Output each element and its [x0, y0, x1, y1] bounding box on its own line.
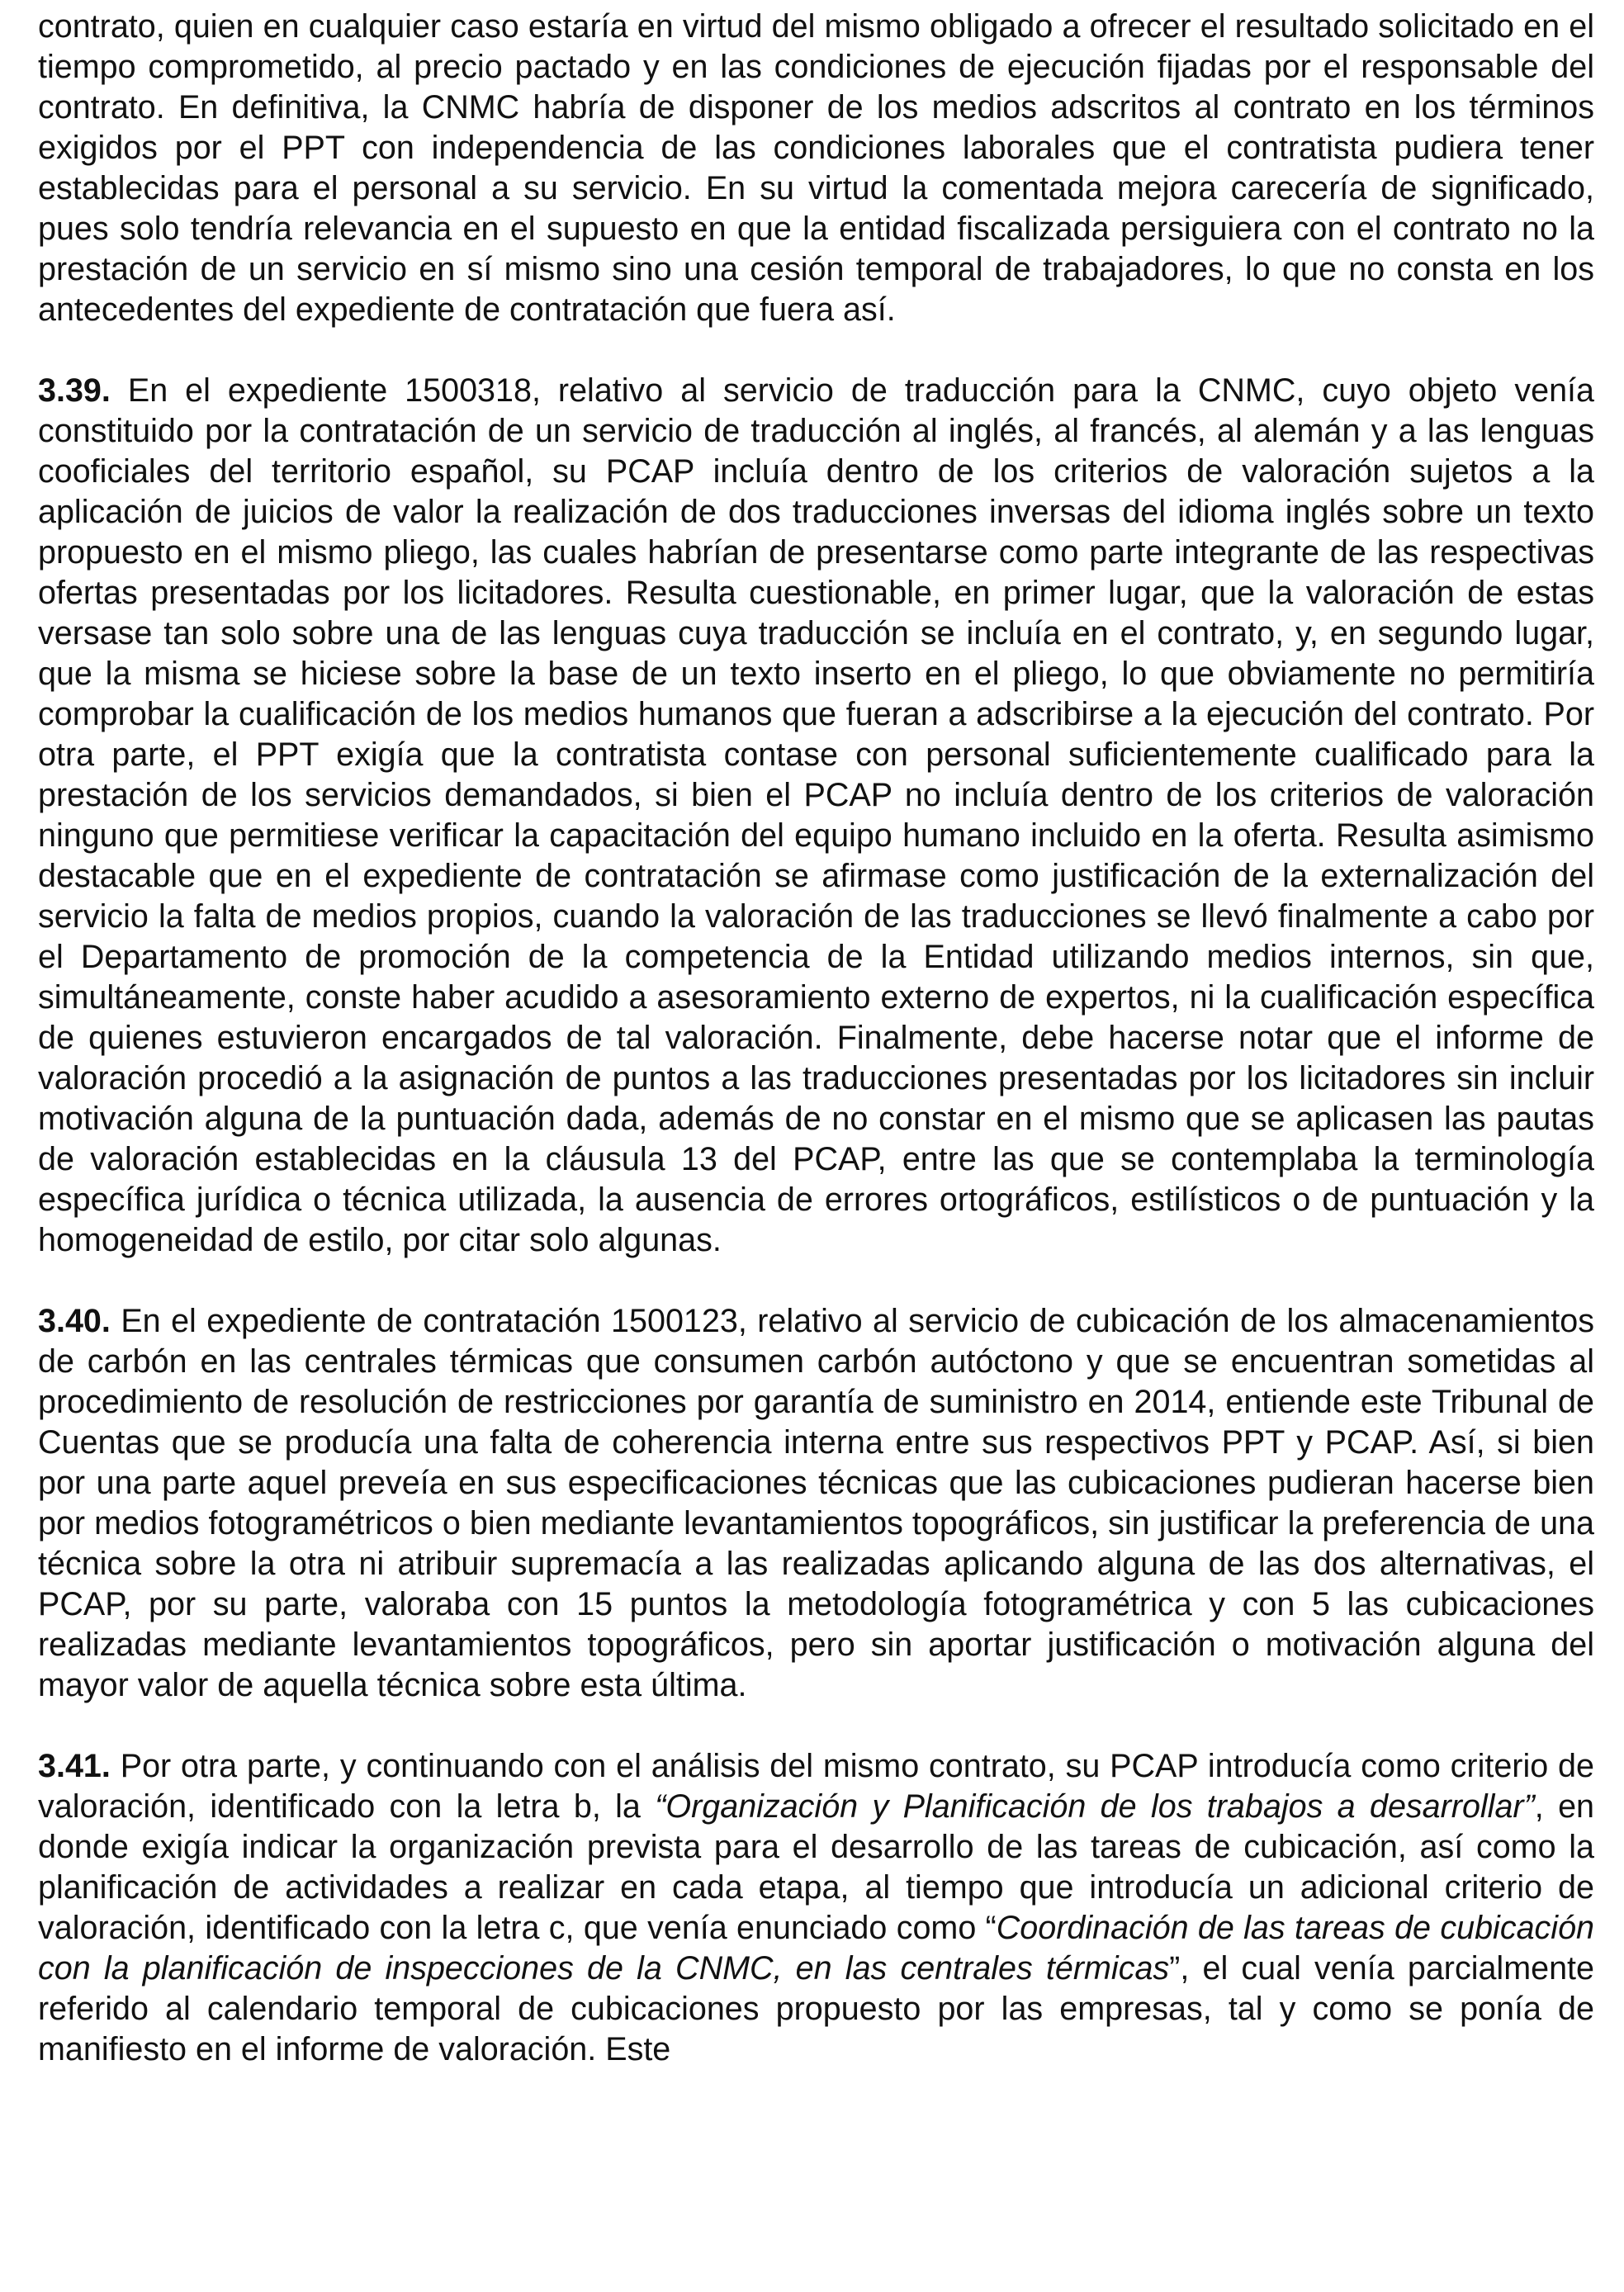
paragraph-number: 3.41.	[38, 1748, 111, 1784]
paragraph-text: contrato, quien en cualquier caso estaría en virtud del mismo obligado a ofrecer el resultado solicitado en el tiempo comprometido, al precio pactado y en las condiciones de ejecución fijadas por el responsable del contrato. En definitiva, la CNMC habría de disponer de los medios adscritos al contrato en los términos exigidos por el PPT con independencia de las condiciones laborales que el contratista pudiera tener establecidas para el personal a su servicio. En su virtud la comentada mejora carecería de significado, pues solo tendría relevancia en el supuesto en que la entidad fiscalizada persiguiera con el contrato no la prestación de un servicio en sí mismo sino una cesión temporal de trabajadores, lo que no consta en los antecedentes del expediente de contratación que fuera así.	[38, 8, 1594, 328]
paragraph-3-40	[38, 1301, 1594, 1706]
paragraph-number: 3.40.	[38, 1303, 111, 1339]
paragraph-text: En el expediente de contratación 1500123, relativo al servicio de cubicación de los almacenamientos de carbón en las centrales térmicas que consumen carbón autóctono y que se encuentran sometidas al procedimiento de resolución de restricciones por garantía de suministro en 2014, entiende este Tribunal de Cuentas que se producía una falta de coherencia interna entre sus respectivos PPT y PCAP. Así, si bien por una parte aquel preveía en sus especificaciones técnicas que las cubicaciones pudieran hacerse bien por medios fotogramétricos o bien mediante levantamientos topográficos, sin justificar la preferencia de una técnica sobre la otra ni atribuir supremacía a las realizadas aplicando alguna de las dos alternativas, el PCAP, por su parte, valoraba con 15 puntos la metodología fotogramétrica y con 5 las cubicaciones realizadas mediante levantamientos topográficos, pero sin aportar justificación o motivación alguna del mayor valor de aquella técnica sobre esta última.	[38, 1303, 1594, 1703]
paragraph-text: Por otra parte, y continuando con el análisis del mismo contrato, su PCAP introducía como criterio de valoración, identificado con la letra b, la	[38, 1748, 1594, 1825]
paragraph-number: 3.39.	[38, 372, 111, 409]
paragraph-text: ”, el cual venía parcialmente referido al calendario temporal de cubicaciones propuesto por las empresas, tal y como se ponía de manifiesto en el informe de valoración. Este	[38, 1950, 1594, 2067]
paragraph-text: En el expediente 1500318, relativo al servicio de traducción para la CNMC, cuyo objeto venía constituido por la contratación de un servicio de traducción al inglés, al francés, al alemán y a las lenguas cooficiales del territorio español, su PCAP incluía dentro de los criterios de valoración sujetos a la aplicación de juicios de valor la realización de dos traducciones inversas del idioma inglés sobre un texto propuesto en el mismo pliego, las cuales habrían de presentarse como parte integrante de las respectivas ofertas presentadas por los licitadores. Resulta cuestionable, en primer lugar, que la valoración de estas versase tan solo sobre una de las lenguas cuya traducción se incluía en el contrato, y, en segundo lugar, que la misma se hiciese sobre la base de un texto inserto en el pliego, lo que obviamente no permitiría comprobar la cualificación de los medios humanos que fueran a adscribirse a la ejecución del contrato. Por otra parte, el PPT exigía que la contratista contase con personal suficientemente cualificado para la prestación de los servicios demandados, si bien el PCAP no incluía dentro de los criterios de valoración ninguno que permitiese verificar la capacitación del equipo humano incluido en la oferta. Resulta asimismo destacable que en el expediente de contratación se afirmase como justificación de la externalización del servicio la falta de medios propios, cuando la valoración de las traducciones se llevó finalmente a cabo por el Departamento de promoción de la competencia de la Entidad utilizando medios internos, sin que, simultáneamente, conste haber acudido a asesoramiento externo de expertos, ni la cualificación específica de quienes estuvieron encargados de tal valoración. Finalmente, debe hacerse notar que el informe de valoración procedió a la asignación de puntos a las traducciones presentadas por los licitadores sin incluir motivación alguna de la puntuación dada, además de no constar en el mismo que se aplicasen las pautas de valoración establecidas en la cláusula 13 del PCAP, entre las que se contemplaba la terminología específica jurídica o técnica utilizada, la ausencia de errores ortográficos, estilísticos o de puntuación y la homogeneidad de estilo, por citar solo algunas.	[38, 372, 1594, 1258]
paragraph-3-41	[38, 1746, 1594, 2070]
paragraph-text: , en donde exigía indicar la organización prevista para el desarrollo de las tareas de cubicación, así como la planificación de actividades a realizar en cada etapa, al tiempo que introducía un adicional criterio de valoración, identificado con la letra c, que venía enunciado como “	[38, 1788, 1595, 1946]
quoted-criterion-b: “Organización y Planificación de los trabajos a desarrollar”	[655, 1788, 1535, 1825]
paragraph-3-39	[38, 371, 1594, 1261]
document-page	[38, 7, 1594, 2110]
quoted-criterion-c: Coordinación de las tareas de cubicación con la planificación de inspecciones de la CNMC, en las centrales térmicas	[38, 1910, 1595, 1987]
paragraph-3-38-continuation	[38, 7, 1594, 330]
